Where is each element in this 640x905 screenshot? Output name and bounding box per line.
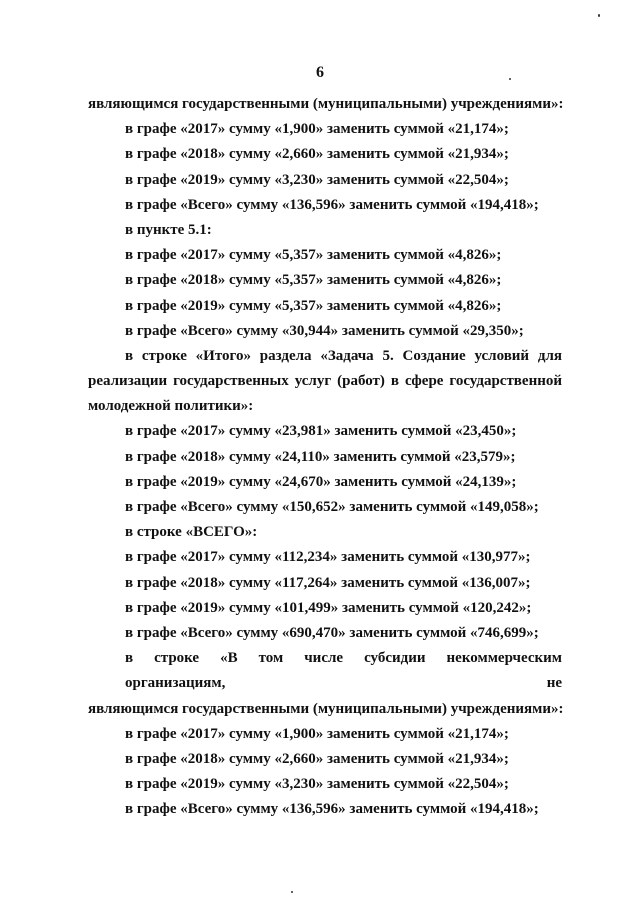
text-line: в графе «Всего» сумму «690,470» заменить суммой «746,699»; bbox=[125, 624, 539, 641]
text-line: в графе «2019» сумму «3,230» заменить суммой «22,504»; bbox=[125, 776, 509, 793]
text-line: в графе «2017» сумму «1,900» заменить суммой «21,174»; bbox=[125, 121, 509, 138]
text-line: в строке «ВСЕГО»: bbox=[125, 524, 258, 541]
text-line: в графе «2018» сумму «2,660» заменить суммой «21,934»; bbox=[125, 750, 509, 767]
text-line: в графе «2017» сумму «112,234» заменить суммой «130,977»; bbox=[125, 549, 531, 566]
text-line: в графе «Всего» сумму «150,652» заменить суммой «149,058»; bbox=[125, 499, 539, 516]
scan-speck bbox=[598, 14, 600, 17]
text-line: в графе «Всего» сумму «30,944» заменить суммой «29,350»; bbox=[125, 322, 524, 339]
text-line: в строке «В том числе субсидии некоммерческим организациям, не bbox=[125, 650, 562, 692]
text-line: являющимся государственными (муниципальными) учреждениями»: bbox=[88, 700, 564, 717]
text-line: в строке «Итого» раздела «Задача 5. Создание условий для bbox=[125, 347, 562, 364]
text-line: в графе «2018» сумму «2,660» заменить суммой «21,934»; bbox=[125, 146, 509, 163]
text-line: являющимся государственными (муниципальными) учреждениями»: bbox=[88, 96, 564, 112]
text-line: в графе «2018» сумму «5,357» заменить суммой «4,826»; bbox=[125, 272, 502, 289]
text-line: в графе «2017» сумму «23,981» заменить суммой «23,450»; bbox=[125, 423, 517, 440]
text-line: в графе «2017» сумму «5,357» заменить суммой «4,826»; bbox=[125, 247, 502, 264]
page-number: 6 bbox=[316, 64, 324, 81]
text-line: в графе «Всего» сумму «136,596» заменить суммой «194,418»; bbox=[125, 196, 539, 213]
text-line: в графе «2019» сумму «101,499» заменить суммой «120,242»; bbox=[125, 599, 532, 616]
text-line: в пункте 5.1: bbox=[125, 221, 212, 238]
text-line: в графе «2018» сумму «24,110» заменить суммой «23,579»; bbox=[125, 448, 516, 465]
text-line: в графе «2017» сумму «1,900» заменить суммой «21,174»; bbox=[125, 725, 509, 742]
text-line: в графе «2019» сумму «5,357» заменить суммой «4,826»; bbox=[125, 297, 502, 314]
document-body bbox=[88, 92, 562, 823]
text-line: реализации государственных услуг (работ) в сфере государственной bbox=[88, 373, 562, 390]
text-line: в графе «2018» сумму «117,264» заменить суммой «136,007»; bbox=[125, 574, 531, 591]
text-line: в графе «2019» сумму «3,230» заменить суммой «22,504»; bbox=[125, 171, 509, 188]
text-line: в графе «2019» сумму «24,670» заменить суммой «24,139»; bbox=[125, 473, 517, 490]
scan-speck bbox=[509, 78, 511, 80]
scan-speck bbox=[291, 891, 293, 893]
text-line: в графе «Всего» сумму «136,596» заменить суммой «194,418»; bbox=[125, 801, 539, 818]
text-line: молодежной политики»: bbox=[88, 398, 254, 415]
